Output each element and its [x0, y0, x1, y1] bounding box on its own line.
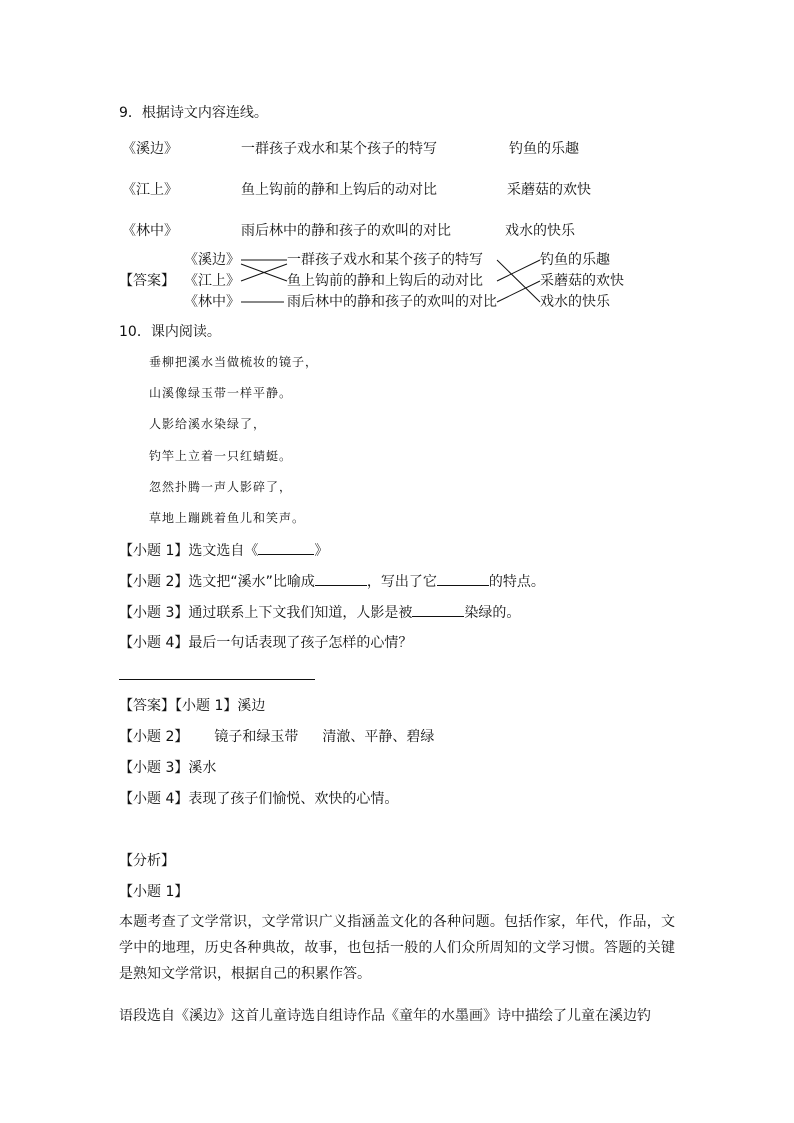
q10-sub2 — [119, 571, 545, 592]
q9-answer-desc-2: 鱼上钩前的静和上钩后的动对比 — [287, 273, 483, 289]
q10-sub3-text-a: 【小题 3】通过联系上下文我们知道，人影是被 — [119, 605, 413, 621]
q9-desc-1: 一群孩子戏水和某个孩子的特写 — [241, 141, 437, 157]
q9-joy-3: 戏水的快乐 — [505, 223, 575, 239]
q10-sub2-text-a: 【小题 2】选文把“溪水”比喻成 — [119, 574, 315, 590]
q10-sub3 — [119, 602, 520, 623]
q10-sub4: 【小题 4】最后一句话表现了孩子怎样的心情？ — [119, 635, 413, 651]
q10-answer-2-a: 镜子和绿玉带 — [214, 729, 299, 745]
q9-answer-poem-1: 《溪边》 — [184, 252, 240, 268]
match-line-jiangshang-cross-b — [241, 264, 287, 281]
q10-answer-1: 【答案】【小题 1】溪边 — [119, 698, 266, 714]
q9-answer-desc-1: 一群孩子戏水和某个孩子的特写 — [287, 252, 483, 268]
analysis-label: 【分析】 — [119, 853, 175, 869]
q10-sub2-blank-2 — [437, 571, 489, 586]
q9-joy-2: 采蘑菇的欢快 — [507, 182, 591, 198]
q10-sub2-blank-1 — [315, 571, 367, 586]
q9-title: 9．根据诗文内容连线。 — [119, 105, 268, 121]
q9-poem-1: 《溪边》 — [122, 141, 178, 157]
q9-answer-poem-3: 《林中》 — [184, 294, 240, 310]
q10-answer-3: 【小题 3】溪水 — [119, 760, 217, 776]
match-line-right-3 — [497, 281, 540, 302]
q9-answer-joy-3: 戏水的快乐 — [540, 294, 610, 310]
q9-joy-1: 钓鱼的乐趣 — [509, 141, 579, 157]
q9-desc-3: 雨后林中的静和孩子的欢叫的对比 — [241, 223, 451, 239]
match-line-jiangshang-cross-a — [241, 264, 287, 281]
q10-poem-line-1: 垂柳把溪水当做梳妆的镜子， — [149, 355, 319, 369]
q10-sub1-close: 》 — [314, 543, 329, 559]
q10-answer-2-label: 【小题 2】 — [119, 729, 189, 745]
q9-answer-desc-3: 雨后林中的静和孩子的欢叫的对比 — [287, 294, 497, 310]
q9-poem-3: 《林中》 — [122, 223, 178, 239]
q10-poem-line-2: 山溪像绿玉带一样平静。 — [149, 386, 293, 400]
q9-answer-label: 【答案】 — [119, 273, 175, 289]
q10-sub2-text-b: ，写出了它 — [366, 574, 437, 590]
q10-answer-2 — [119, 727, 434, 747]
analysis-sub1: 【小题 1】 — [119, 884, 189, 900]
q10-sub3-text-b: 染绿的。 — [464, 605, 521, 621]
q10-sub1-text: 【小题 1】选文选自《 — [119, 543, 259, 559]
q10-poem-line-4: 钓竿上立着一只红蜻蜓。 — [149, 449, 293, 463]
match-line-right-1 — [497, 260, 540, 302]
q9-answer-joy-1: 钓鱼的乐趣 — [540, 252, 610, 268]
q10-sub3-blank — [412, 602, 464, 617]
q10-sub2-text-c: 的特点。 — [488, 574, 545, 590]
q9-poem-2: 《江上》 — [122, 182, 178, 198]
q9-answer-poem-2: 《江上》 — [184, 273, 240, 289]
q9-answer-joy-2: 采蘑菇的欢快 — [540, 273, 624, 289]
q10-title: 10．课内阅读。 — [119, 324, 221, 340]
q10-poem-line-5: 忽然扑腾一声人影碎了， — [149, 480, 293, 494]
match-line-right-2 — [497, 260, 540, 281]
analysis-paragraph-1: 本题考查了文学常识，文学常识广义指涵盖文化的各种问题。包括作家，年代，作品，文学中的地理，历史各种典故，故事，也包括一般的人们众所周知的文学习惯。答题的关键是熟知文学常识，根据自己的积累作答。 — [119, 914, 675, 982]
q10-sub1 — [119, 540, 328, 561]
analysis-paragraph-2: 语段选自《溪边》这首儿童诗选自组诗作品《童年的水墨画》诗中描绘了儿童在溪边钓 — [119, 1008, 651, 1024]
q10-answer-4: 【小题 4】表现了孩子们愉悦、欢快的心情。 — [119, 791, 399, 807]
q9-desc-2: 鱼上钩前的静和上钩后的动对比 — [241, 182, 437, 198]
q10-poem-line-6: 草地上蹦跳着鱼儿和笑声。 — [149, 511, 306, 525]
q10-answer-2-b: 清澈、平静、碧绿 — [322, 729, 435, 745]
q10-sub1-blank — [258, 540, 314, 555]
q10-poem-line-3: 人影给溪水染绿了， — [149, 417, 267, 431]
q10-answer-line — [119, 679, 315, 680]
